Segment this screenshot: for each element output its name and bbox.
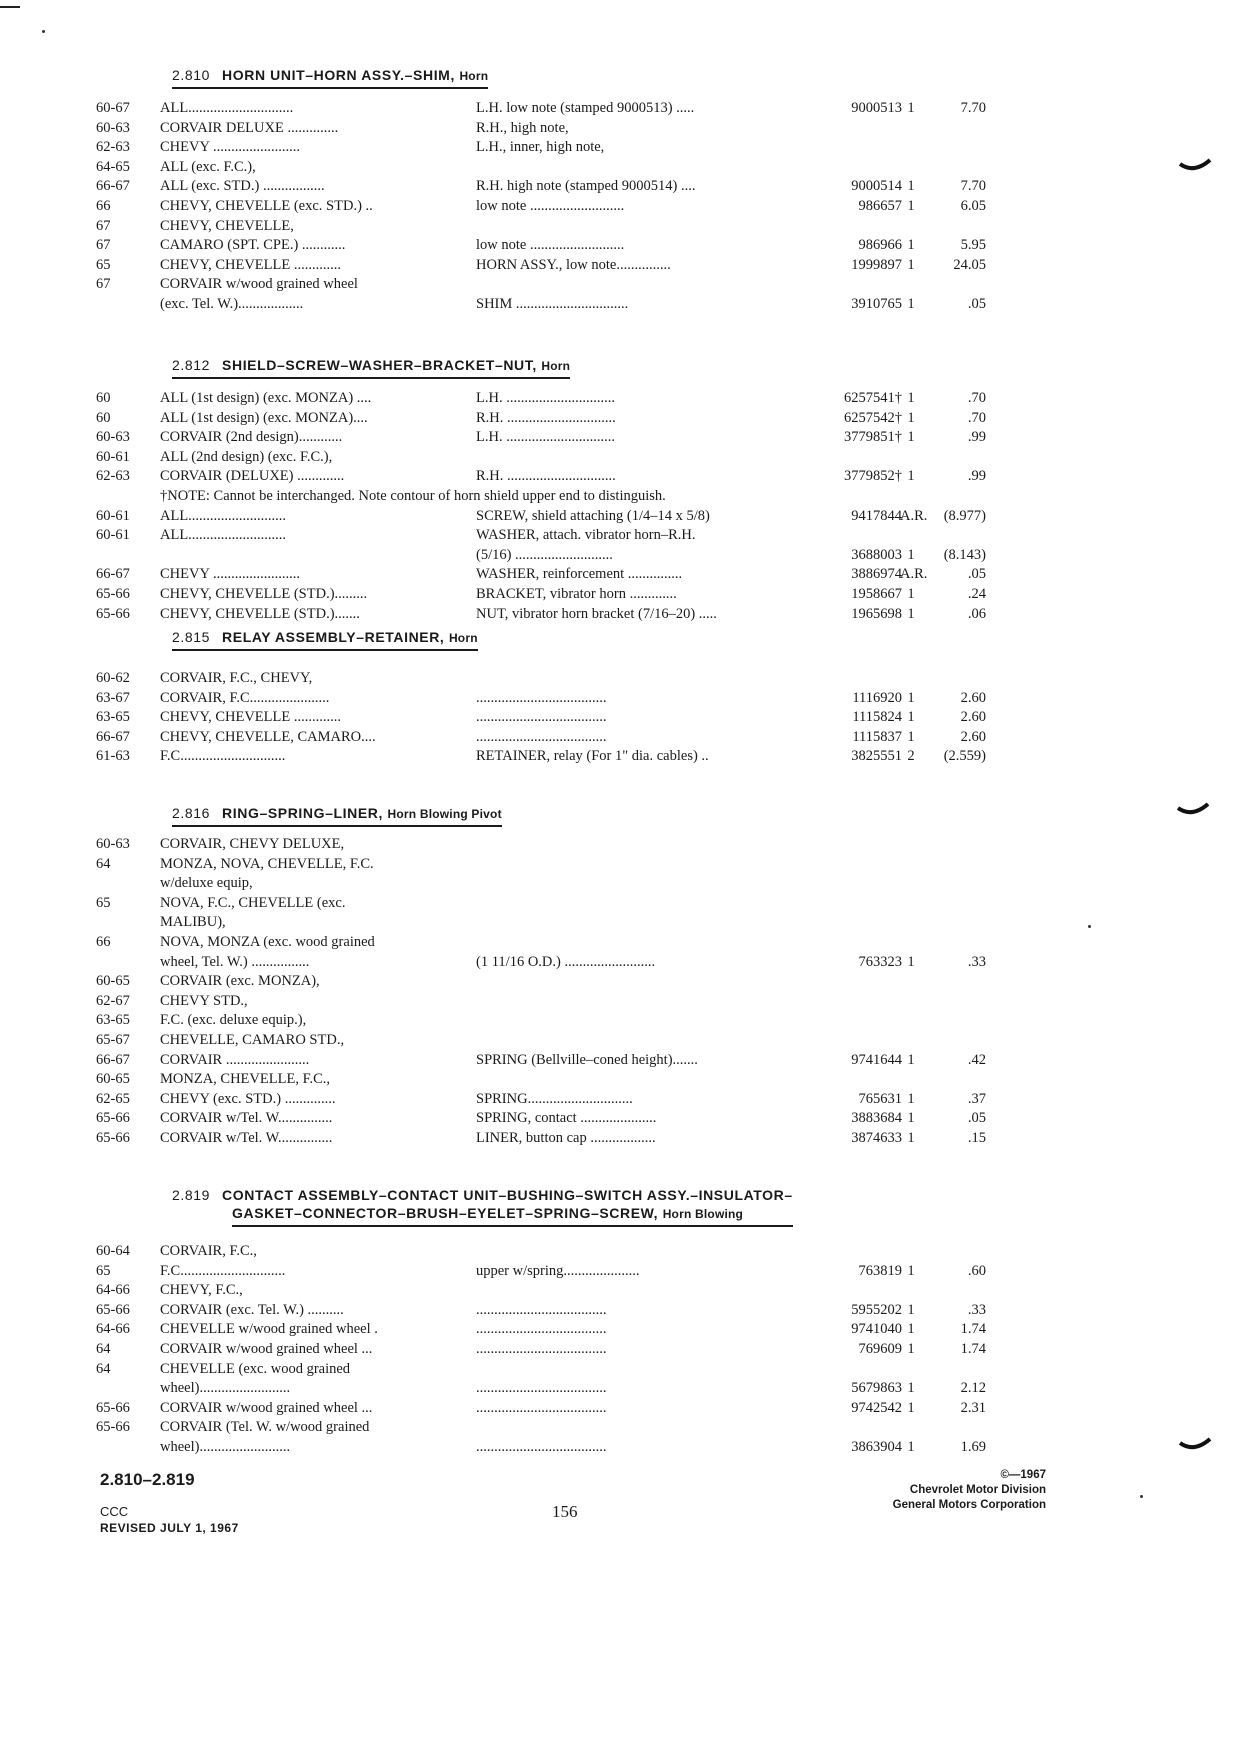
price-cell: 2.31 [960,1399,986,1416]
part-number-cell: 986657 [858,198,902,214]
model-cell: CORVAIR w/Tel. W............... [160,1110,333,1127]
year-cell: 65-67 [96,1032,130,1048]
model-cell: ALL (exc. STD.) ................. [160,178,325,195]
quantity-cell: 1 [907,728,915,745]
price-cell: (8.977) [943,507,986,524]
price-cell: .70 [967,390,986,406]
price-cell: 6.05 [960,198,986,214]
price-cell: .05 [967,1110,986,1127]
part-number-cell: 9000513 [851,100,902,116]
part-number-cell: 3910765 [851,296,902,312]
price-cell: .99 [967,429,986,446]
year-cell: 66-67 [96,566,130,583]
price-cell: .24 [967,586,986,602]
price-cell: .60 [967,1262,986,1279]
model-cell: CHEVY ........................ [160,139,301,156]
part-number-cell: 1999897 [851,256,902,273]
year-cell: 60-63 [96,836,130,852]
year-cell: 66 [96,198,111,214]
footer-corporation: General Motors Corporation [892,1499,1046,1511]
quantity-cell: 1 [907,1341,915,1357]
year-cell: 61-63 [96,748,130,765]
section-title-suffix: Horn [448,631,478,645]
quantity-cell: 1 [907,586,915,602]
model-cell: CORVAIR, F.C., [160,1243,257,1259]
description-cell: R.H., high note, [476,119,569,136]
price-cell: 1.74 [960,1341,986,1357]
part-number-cell: 1115837 [852,728,902,745]
footer-publisher [800,1468,1046,1513]
quantity-cell: 1 [907,1321,915,1338]
description-cell: R.H. high note (stamped 9000514) .... [476,178,696,195]
part-number-cell: 6257542† [844,409,902,426]
model-cell: CHEVY, CHEVELLE (STD.)....... [160,605,360,622]
year-cell: 62-63 [96,139,130,156]
section-heading-2810 [172,66,488,89]
model-cell: CHEVY ........................ [160,566,301,583]
year-cell: 60 [96,390,111,406]
price-cell: .05 [967,566,986,583]
model-cell: ALL (1st design) (exc. MONZA) .... [160,390,372,406]
model-cell: MONZA, CHEVELLE, F.C., [160,1071,331,1088]
section-number: 2.810 [172,67,211,83]
model-cell: ALL........................... [160,527,287,544]
price-cell: (8.143) [943,546,986,563]
model-cell: w/deluxe equip, [160,875,253,892]
price-cell: .06 [967,605,986,622]
model-cell: CORVAIR w/wood grained wheel ... [160,1399,373,1416]
description-cell: .................................... [476,1301,607,1318]
year-cell: 60-63 [96,119,130,136]
description-cell: R.H. .............................. [476,409,616,426]
quantity-cell: 1 [907,296,915,312]
price-cell: 7.70 [960,100,986,116]
model-cell: MALIBU), [160,914,226,931]
section-title: RELAY ASSEMBLY–RETAINER, [222,629,445,645]
price-cell: .42 [967,1051,986,1068]
binder-hook-mark [1178,156,1212,178]
model-cell: ALL (exc. F.C.), [160,158,256,175]
price-cell: .15 [967,1130,986,1146]
part-number-cell: 9741644 [851,1051,902,1068]
part-number-cell: 3863904 [851,1439,902,1455]
model-cell: CAMARO (SPT. CPE.) ............ [160,237,346,254]
model-cell: CORVAIR (exc. MONZA), [160,973,320,990]
year-cell: 64 [96,1341,111,1357]
part-number-cell: 3886974 [851,566,902,583]
description-cell: (5/16) ........................... [476,546,613,563]
model-cell: NOVA, MONZA (exc. wood grained [160,934,375,950]
model-cell: CHEVY, CHEVELLE ............. [160,256,341,273]
description-cell: .................................... [476,689,607,706]
price-cell: 24.05 [953,256,986,273]
part-number-cell: 3825551 [851,748,902,765]
model-cell: CHEVY (exc. STD.) .............. [160,1090,336,1107]
year-cell: 67 [96,237,111,254]
year-cell: 66-67 [96,178,130,195]
section-title-line2: GASKET–CONNECTOR–BRUSH–EYELET–SPRING–SCREW, [232,1205,659,1221]
scan-corner-mark [0,6,20,8]
section-underline [172,649,478,651]
price-cell: (2.559) [943,748,986,765]
description-cell: WASHER, attach. vibrator horn–R.H. [476,527,696,544]
quantity-cell: 1 [907,429,915,446]
model-cell: CHEVY, F.C., [160,1282,243,1299]
model-cell: CORVAIR DELUXE .............. [160,119,339,136]
year-cell: 66-67 [96,1051,130,1068]
year-cell: 64 [96,1360,111,1377]
year-cell: 65-66 [96,1130,130,1146]
year-cell: 60-62 [96,670,130,686]
description-cell: NUT, vibrator horn bracket (7/16–20) ..... [476,605,717,622]
section-heading-2819 [172,1186,793,1227]
part-number-cell: 6257541† [844,390,902,406]
section-number: 2.812 [172,357,211,373]
part-number-cell: 3688003 [851,546,902,563]
model-cell: CORVAIR (Tel. W. w/wood grained [160,1419,370,1436]
year-cell: 64-65 [96,158,130,175]
price-cell: 2.12 [960,1380,986,1397]
model-cell: CORVAIR w/wood grained wheel [160,276,358,293]
section-underline [172,87,488,89]
price-cell: .33 [967,953,986,970]
year-cell: 65-66 [96,605,130,622]
year-cell: 60-67 [96,100,130,116]
quantity-cell: A.R. [900,507,928,524]
price-cell: 2.60 [960,709,986,726]
description-cell: .................................... [476,728,607,745]
scan-speck [1140,1495,1143,1498]
model-cell: MONZA, NOVA, CHEVELLE, F.C. [160,855,374,872]
description-cell: .................................... [476,1341,607,1357]
part-number-cell: 3874633 [851,1130,902,1146]
quantity-cell: 1 [907,953,915,970]
year-cell: 60-63 [96,429,130,446]
part-number-cell: 765631 [858,1090,902,1107]
description-cell: SPRING, contact ..................... [476,1110,657,1127]
section-title-suffix: Horn [541,359,571,373]
section-heading-2816 [172,804,502,827]
description-cell: WASHER, reinforcement ............... [476,566,683,583]
year-cell: 65 [96,894,111,911]
year-cell: 60-61 [96,448,130,465]
part-number-cell: 9417844 [851,507,902,524]
model-cell: NOVA, F.C., CHEVELLE (exc. [160,894,346,911]
model-cell: CORVAIR (DELUXE) ............. [160,468,345,485]
year-cell: 60-65 [96,1071,130,1088]
quantity-cell: 1 [907,409,915,426]
model-cell: CHEVY, CHEVELLE (exc. STD.) .. [160,198,373,214]
part-number-cell: 3779852† [844,468,902,485]
description-cell: SPRING............................. [476,1090,633,1107]
part-number-cell: 3883684 [851,1110,902,1127]
model-cell: F.C. (exc. deluxe equip.), [160,1012,307,1029]
quantity-cell: 1 [907,198,915,214]
section-title: SHIELD–SCREW–WASHER–BRACKET–NUT, [222,357,537,373]
description-cell: L.H. low note (stamped 9000513) ..... [476,100,695,116]
scan-speck [42,30,45,33]
model-cell: F.C............................. [160,748,286,765]
part-number-cell: 1965698 [851,605,902,622]
model-cell: ALL........................... [160,507,287,524]
page-number: 156 [552,1502,578,1521]
quantity-cell: 1 [907,1110,915,1127]
part-number-cell: 9000514 [851,178,902,195]
model-cell: ALL............................. [160,100,294,116]
section-number: 2.815 [172,629,211,645]
model-cell: (exc. Tel. W.).................. [160,296,304,312]
year-cell: 67 [96,217,111,234]
description-cell: L.H. .............................. [476,390,615,406]
description-cell: BRACKET, vibrator horn ............. [476,586,677,602]
year-cell: 60-65 [96,973,130,990]
model-cell: CHEVY, CHEVELLE (STD.)......... [160,586,368,602]
price-cell: 1.74 [960,1321,986,1338]
part-number-cell: 763819 [858,1262,902,1279]
section-title-suffix: Horn Blowing Pivot [387,807,502,821]
quantity-cell: 1 [907,1399,915,1416]
binder-hook-mark [1176,800,1210,822]
quantity-cell: 1 [907,256,915,273]
section-title: RING–SPRING–LINER, [222,805,383,821]
part-number-cell: 1958667 [851,586,902,602]
section-title-suffix: Horn Blowing [662,1207,744,1221]
section-underline [172,377,570,379]
part-number-cell: 9742542 [851,1399,902,1416]
description-cell: (1 11/16 O.D.) ......................... [476,953,656,970]
year-cell: 65 [96,1262,111,1279]
description-cell: low note .......................... [476,237,625,254]
model-cell: CHEVELLE, CAMARO STD., [160,1032,345,1048]
model-cell: wheel)......................... [160,1380,291,1397]
year-cell: 64-66 [96,1282,130,1299]
year-cell: 60 [96,409,111,426]
section-title: HORN UNIT–HORN ASSY.–SHIM, [222,67,455,83]
section-heading-2815 [172,628,478,651]
year-cell: 66-67 [96,728,130,745]
note-text: †NOTE: Cannot be interchanged. Note contour of horn shield upper end to distinguish. [160,488,666,504]
quantity-cell: 1 [907,1090,915,1107]
year-cell: 63-65 [96,1012,130,1029]
description-cell: .................................... [476,1380,607,1397]
year-cell: 60-61 [96,507,130,524]
price-cell: 1.69 [960,1439,986,1455]
price-cell: .05 [967,296,986,312]
model-cell: CHEVY, CHEVELLE, CAMARO.... [160,728,376,745]
section-number: 2.816 [172,805,211,821]
price-cell: .33 [967,1301,986,1318]
description-cell: SPRING (Bellville–coned height)....... [476,1051,698,1068]
quantity-cell: A.R. [900,566,928,583]
quantity-cell: 1 [907,390,915,406]
quantity-cell: 1 [907,100,915,116]
year-cell: 62-67 [96,992,130,1009]
quantity-cell: 1 [907,1051,915,1068]
model-cell: CHEVELLE (exc. wood grained [160,1360,351,1377]
part-number-cell: 3779851† [844,429,902,446]
footer-left [100,1470,239,1535]
year-cell: 65 [96,256,111,273]
section-underline [172,825,502,827]
model-cell: ALL (1st design) (exc. MONZA).... [160,409,368,426]
model-cell: F.C............................. [160,1262,286,1279]
quantity-cell: 1 [907,709,915,726]
price-cell: .70 [967,409,986,426]
section-title: CONTACT ASSEMBLY–CONTACT UNIT–BUSHING–SWITCH ASSY.–INSULATOR– [222,1187,793,1203]
price-cell: 2.60 [960,728,986,745]
description-cell: L.H. .............................. [476,429,615,446]
footer-section-range: 2.810–2.819 [100,1470,195,1489]
quantity-cell: 1 [907,605,915,622]
section-heading-2812 [172,356,570,379]
model-cell: wheel)......................... [160,1439,291,1455]
quantity-cell: 1 [907,1301,915,1318]
year-cell: 65-66 [96,1301,130,1318]
quantity-cell: 1 [907,237,915,254]
description-cell: upper w/spring..................... [476,1262,640,1279]
description-cell: .................................... [476,1439,607,1455]
quantity-cell: 2 [907,748,915,765]
quantity-cell: 1 [907,1130,915,1146]
description-cell: HORN ASSY., low note............... [476,256,671,273]
quantity-cell: 1 [907,1380,915,1397]
year-cell: 65-66 [96,1399,130,1416]
part-number-cell: 769609 [858,1341,902,1357]
model-cell: ALL (2nd design) (exc. F.C.), [160,448,333,465]
description-cell: LINER, button cap .................. [476,1130,656,1146]
year-cell: 65-66 [96,586,130,602]
description-cell: R.H. .............................. [476,468,616,485]
part-number-cell: 9741040 [851,1321,902,1338]
section-number: 2.819 [172,1187,211,1203]
year-cell: 67 [96,276,111,293]
model-cell: CHEVY STD., [160,992,248,1009]
model-cell: CORVAIR, F.C., CHEVY, [160,670,313,686]
footer-code: CCC [100,1504,129,1519]
model-cell: CHEVELLE w/wood grained wheel . [160,1321,378,1338]
quantity-cell: 1 [907,468,915,485]
price-cell: 2.60 [960,689,986,706]
model-cell: CORVAIR, F.C...................... [160,689,330,706]
year-cell: 63-67 [96,689,130,706]
year-cell: 65-66 [96,1419,130,1436]
footer-revised-date: REVISED JULY 1, 1967 [100,1521,239,1535]
footer-division: Chevrolet Motor Division [909,1484,1046,1496]
scan-speck [1088,925,1091,928]
part-number-cell: 5955202 [851,1301,902,1318]
quantity-cell: 1 [907,689,915,706]
description-cell: .................................... [476,1321,607,1338]
year-cell: 60-64 [96,1243,130,1259]
year-cell: 64-66 [96,1321,130,1338]
price-cell: .37 [967,1090,986,1107]
year-cell: 65-66 [96,1110,130,1127]
model-cell: CORVAIR, CHEVY DELUXE, [160,836,345,852]
model-cell: CHEVY, CHEVELLE, [160,217,294,234]
year-cell: 62-65 [96,1090,130,1107]
model-cell: CORVAIR (exc. Tel. W.) .......... [160,1301,344,1318]
description-cell: SHIM ............................... [476,296,629,312]
year-cell: 63-65 [96,709,130,726]
description-cell: .................................... [476,1399,607,1416]
part-number-cell: 1115824 [852,709,902,726]
part-number-cell: 763323 [858,953,902,970]
quantity-cell: 1 [907,546,915,563]
part-number-cell: 986966 [858,237,902,254]
quantity-cell: 1 [907,1262,915,1279]
model-cell: CORVAIR ....................... [160,1051,310,1068]
price-cell: 7.70 [960,178,986,195]
model-cell: wheel, Tel. W.) ................ [160,953,310,970]
model-cell: CHEVY, CHEVELLE ............. [160,709,341,726]
part-number-cell: 1116920 [852,689,902,706]
model-cell: CORVAIR w/wood grained wheel ... [160,1341,373,1357]
year-cell: 66 [96,934,111,950]
description-cell: RETAINER, relay (For 1" dia. cables) .. [476,748,709,765]
model-cell: CORVAIR w/Tel. W............... [160,1130,333,1146]
section-title-suffix: Horn [459,69,489,83]
price-cell: 5.95 [960,237,986,254]
year-cell: 62-63 [96,468,130,485]
model-cell: CORVAIR (2nd design)............ [160,429,343,446]
description-cell: SCREW, shield attaching (1/4–14 x 5/8) [476,507,710,524]
quantity-cell: 1 [907,1439,915,1455]
year-cell: 64 [96,855,111,872]
description-cell: .................................... [476,709,607,726]
footer-copyright: ©—1967 [1000,1469,1046,1481]
section-underline [232,1225,793,1227]
binder-hook-mark [1178,1435,1212,1457]
part-number-cell: 5679863 [851,1380,902,1397]
price-cell: .99 [967,468,986,485]
description-cell: L.H., inner, high note, [476,139,605,156]
year-cell: 60-61 [96,527,130,544]
quantity-cell: 1 [907,178,915,195]
description-cell: low note .......................... [476,198,625,214]
